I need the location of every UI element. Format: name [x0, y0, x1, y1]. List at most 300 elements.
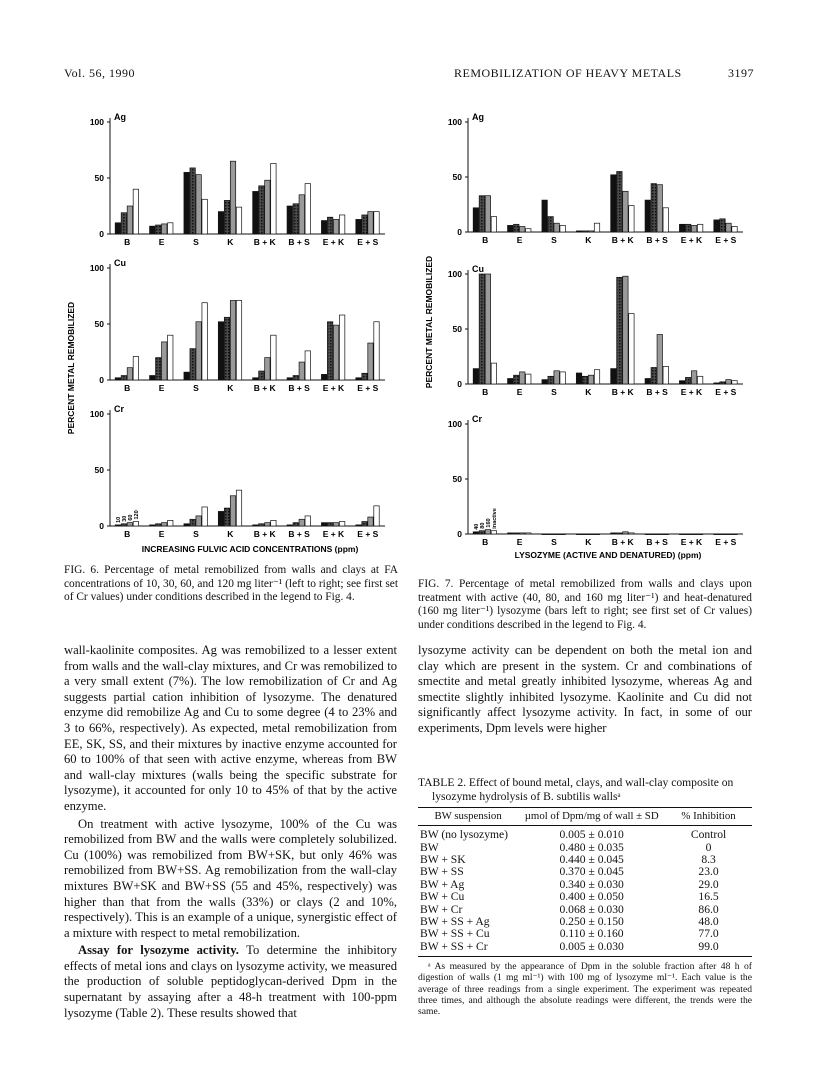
figure-7-chart — [418, 100, 758, 562]
bar-cr-ES-30 — [362, 522, 367, 526]
bar-cr-K-40 — [576, 534, 581, 535]
category-label: K — [227, 383, 234, 393]
bar-cr-BK-120 — [271, 520, 276, 526]
series-annotation: 120 — [134, 510, 141, 520]
table-header-inhibition: % Inhibition — [681, 810, 736, 823]
bar-ag-S-10 — [184, 172, 189, 234]
bar-ag-S-120 — [202, 199, 207, 234]
series-annotation: 160 — [486, 518, 493, 528]
bar-cu-EK-10 — [321, 374, 326, 380]
bar-cr-S-40 — [542, 534, 547, 535]
bar-cr-K-160 — [588, 534, 593, 535]
y-tick-label: 0 — [457, 227, 462, 237]
y-tick-label: 50 — [452, 324, 462, 334]
paragraph-assay — [64, 943, 397, 1021]
panel-ag — [448, 112, 743, 245]
table-row — [418, 891, 752, 903]
bar-cu-S-40 — [542, 380, 547, 384]
bar-ag-EK-60 — [333, 219, 338, 234]
bar-ag-K-80 — [582, 231, 587, 232]
row-inhibition: 77.0 — [698, 927, 719, 941]
series-annotation: inactive — [492, 508, 499, 529]
bar-cu-K-160 — [588, 375, 593, 384]
category-label: B — [482, 387, 489, 397]
bar-cu-B-160 — [485, 274, 490, 384]
bar-cu-K-120 — [236, 300, 241, 380]
figure-6-chart — [60, 100, 400, 560]
table-row — [418, 826, 752, 842]
row-suspension: BW + Cr — [420, 902, 463, 916]
bar-cr-B-120 — [133, 522, 138, 526]
y-tick-label: 100 — [89, 409, 104, 419]
category-label: B + K — [253, 529, 276, 539]
bar-ag-E-160 — [520, 227, 525, 233]
bar-ag-EK-120 — [339, 215, 344, 234]
bar-ag-EK-80 — [685, 224, 690, 232]
panel-metal-label: Ag — [114, 112, 126, 122]
bar-cu-EK-80 — [685, 377, 690, 384]
bar-ag-BS-40 — [645, 200, 650, 232]
category-label: S — [551, 387, 557, 397]
bar-cr-BK-80 — [617, 533, 622, 534]
bar-cu-EK-160 — [691, 371, 696, 384]
category-label: E — [158, 383, 165, 393]
bar-ag-ES-60 — [368, 212, 373, 234]
bar-cu-ES-160 — [726, 380, 731, 384]
panel-metal-label: Cr — [114, 404, 125, 414]
bar-ag-K-160 — [588, 231, 593, 232]
bar-ag-ES-inactive — [732, 227, 737, 233]
category-label: B + S — [288, 529, 310, 539]
bar-cu-K-10 — [218, 322, 223, 380]
bar-ag-ES-160 — [726, 223, 731, 232]
bar-cu-ES-30 — [362, 373, 367, 380]
bar-ag-E-40 — [508, 225, 513, 232]
category-label: B + K — [611, 537, 634, 547]
x-axis-label: INCREASING FULVIC ACID CONCENTRATIONS (ppm) — [141, 544, 359, 554]
bar-cr-S-160 — [554, 534, 559, 535]
bar-ag-B-40 — [473, 208, 478, 232]
bar-cu-EK-40 — [679, 381, 684, 384]
assay-heading: Assay for lysozyme activity. — [78, 943, 239, 958]
bar-cr-BS-60 — [299, 519, 304, 526]
bar-ag-BS-inactive — [663, 208, 668, 232]
category-label: E + K — [680, 235, 703, 245]
row-inhibition: 86.0 — [698, 902, 719, 916]
panel-cu — [90, 258, 385, 393]
category-label: B + S — [288, 237, 310, 247]
row-inhibition: 8.3 — [701, 853, 716, 866]
bar-cu-S-10 — [184, 372, 189, 380]
bar-cu-B-60 — [127, 368, 132, 380]
category-label: K — [585, 387, 592, 397]
bar-cr-EK-30 — [327, 523, 332, 526]
row-suspension: BW + SS + Ag — [420, 915, 490, 929]
y-tick-label: 0 — [457, 529, 462, 539]
row-dpm: 0.250 ± 0.150 — [559, 915, 624, 929]
category-label: S — [551, 235, 557, 245]
category-label: B — [124, 237, 131, 247]
bar-ag-BK-160 — [623, 191, 628, 232]
bar-cr-S-10 — [184, 524, 189, 526]
bar-cu-ES-40 — [714, 383, 719, 384]
category-label: S — [551, 537, 557, 547]
assay-text: To determine the inhibitory effects of metal ions and clays on lysozyme activity, we measured the production of soluble peptidoglycan-derived Dpm in the supernatant by assaying after a 48-h treatment with 100-ppm lysozyme (Table 2). These results showed that — [64, 943, 397, 1020]
panel-metal-label: Cu — [114, 258, 126, 268]
row-dpm: 0.110 ± 0.160 — [559, 927, 624, 941]
bar-cr-EK-40 — [679, 534, 684, 535]
category-label: B — [482, 235, 489, 245]
panel-cu — [448, 264, 743, 397]
bar-ag-K-40 — [576, 231, 581, 232]
row-inhibition: 23.0 — [698, 865, 719, 879]
category-label: E + S — [357, 529, 379, 539]
running-header-volume: Vol. 56, 1990 — [64, 66, 135, 80]
row-suspension: BW + SS + Cu — [420, 927, 490, 941]
bar-cu-E-120 — [168, 335, 173, 380]
bar-cu-S-inactive — [560, 372, 565, 384]
category-label: B — [124, 529, 131, 539]
bar-ag-BS-10 — [287, 206, 292, 234]
bar-cr-E-40 — [508, 533, 513, 534]
row-suspension: BW + SK — [420, 853, 466, 866]
bar-ag-S-160 — [554, 223, 559, 232]
bar-cu-B-40 — [473, 369, 478, 384]
figure-7-caption: FIG. 7. Percentage of metal remobilized from walls and clays upon treatment with active (40, 80, and 160 mg liter⁻¹) and heat-denatured (160 mg liter⁻¹) lysozyme (bars left to right; see first set of Cr values) under conditions described in the legend to Fig. 4. — [418, 578, 752, 631]
row-dpm: 0.068 ± 0.030 — [559, 902, 624, 916]
panel-cr — [448, 414, 743, 547]
paragraph-lysozyme-activity: lysozyme activity can be dependent on both the metal ion and clay which are present in the system. Cr and combinations of smectite and metal greatly inhibited lysozyme, whereas Ag and smectite slightly inhibited lysozyme. Kaolinite and Cu did not significantly affect lysozyme activity. In fact, in some of our experiments, Dpm levels were higher — [418, 643, 752, 735]
bar-cr-ES-120 — [374, 506, 379, 526]
bar-cr-BS-30 — [293, 523, 298, 526]
row-suspension: BW — [420, 840, 439, 854]
category-label: B + S — [288, 383, 310, 393]
bar-ag-ES-30 — [362, 215, 367, 234]
bar-cr-BK-160 — [623, 532, 628, 534]
figure-6-caption: FIG. 6. Percentage of metal remobilized from walls and clays at FA concentrations of 10, 30, 60, and 120 mg liter⁻¹ (left to right; see first set of Cr values) under conditions described in the legend to Fig. 4. — [64, 564, 398, 604]
bar-cu-BS-inactive — [663, 366, 668, 384]
bar-cu-E-60 — [162, 342, 167, 380]
row-dpm: 0.480 ± 0.035 — [559, 840, 624, 854]
category-label: B + K — [253, 237, 276, 247]
bar-cu-S-60 — [196, 322, 201, 380]
bar-cu-K-30 — [224, 317, 229, 380]
bar-cr-EK-10 — [321, 523, 326, 526]
panel-metal-label: Cu — [472, 264, 484, 274]
row-dpm: 0.440 ± 0.045 — [559, 853, 624, 866]
bar-cr-K-120 — [236, 490, 241, 526]
bar-cr-S-inactive — [560, 534, 565, 535]
bar-ag-EK-30 — [327, 217, 332, 234]
bar-ag-BS-160 — [657, 185, 662, 232]
bar-cu-B-30 — [121, 376, 126, 380]
row-suspension: BW (no lysozyme) — [420, 828, 509, 842]
y-axis-label: PERCENT METAL REMOBILIZED — [66, 301, 76, 435]
row-suspension: BW + SS — [420, 865, 464, 879]
bar-cu-B-inactive — [491, 363, 496, 384]
bar-cu-S-80 — [548, 376, 553, 384]
bar-cu-BK-inactive — [629, 314, 634, 384]
bar-ag-ES-40 — [714, 220, 719, 232]
bar-cr-BK-10 — [253, 525, 258, 526]
bar-cu-K-60 — [230, 300, 235, 380]
bar-cr-E-30 — [156, 524, 161, 526]
bar-cu-S-30 — [190, 349, 195, 380]
bar-cu-B-10 — [115, 378, 120, 380]
bar-cu-ES-120 — [374, 322, 379, 380]
bar-ag-E-80 — [514, 224, 519, 232]
bar-cr-ES-10 — [356, 525, 361, 526]
category-label: E — [516, 235, 523, 245]
panel-cr — [90, 404, 385, 539]
bar-cu-BK-30 — [259, 371, 264, 380]
bar-ag-B-160 — [485, 196, 490, 232]
category-label: E + S — [715, 387, 737, 397]
bar-cu-B-120 — [133, 356, 138, 380]
table-row — [418, 928, 752, 940]
bar-ag-BS-30 — [293, 204, 298, 234]
panel-metal-label: Ag — [472, 112, 484, 122]
bar-cu-BS-10 — [287, 378, 292, 380]
bar-cu-EK-inactive — [697, 376, 702, 384]
bar-ag-S-40 — [542, 200, 547, 232]
bar-cu-E-80 — [514, 375, 519, 384]
bar-ag-K-120 — [236, 207, 241, 234]
bar-cu-BS-30 — [293, 376, 298, 380]
bar-cr-BS-80 — [651, 534, 656, 535]
row-inhibition: 48.0 — [698, 915, 719, 929]
category-label: E + K — [322, 529, 345, 539]
series-annotation: 80 — [480, 522, 487, 529]
bar-ag-BK-120 — [271, 163, 276, 234]
panel-ag — [90, 112, 385, 247]
y-axis-label: PERCENT METAL REMOBILIZED — [424, 255, 434, 389]
y-tick-label: 50 — [452, 474, 462, 484]
row-dpm: 0.400 ± 0.050 — [559, 890, 624, 904]
bar-cr-ES-160 — [726, 534, 731, 535]
bar-cr-EK-inactive — [697, 534, 702, 535]
bar-cu-EK-120 — [339, 315, 344, 380]
category-label: E — [158, 529, 165, 539]
bar-cr-B-60 — [127, 523, 132, 526]
y-tick-label: 0 — [99, 521, 104, 531]
x-axis-label: LYSOZYME (ACTIVE AND DENATURED) (ppm) — [514, 550, 702, 560]
bar-cu-EK-60 — [333, 325, 338, 380]
bar-cr-EK-160 — [691, 534, 696, 535]
bar-cu-BS-160 — [657, 335, 662, 385]
bar-cr-B-160 — [485, 530, 490, 534]
category-label: E — [158, 237, 165, 247]
row-dpm: 0.340 ± 0.030 — [559, 877, 624, 891]
bar-ag-ES-120 — [374, 212, 379, 234]
bar-cu-BS-80 — [651, 368, 656, 385]
category-label: E — [516, 387, 523, 397]
category-label: K — [227, 529, 234, 539]
right-column-text — [418, 643, 752, 737]
bar-cu-K-80 — [582, 376, 587, 384]
y-tick-label: 50 — [94, 173, 104, 183]
bar-ag-BK-inactive — [629, 206, 634, 232]
panel-metal-label: Cr — [472, 414, 483, 424]
bar-cu-BK-80 — [617, 277, 622, 384]
row-suspension: BW + Ag — [420, 877, 465, 891]
category-label: S — [193, 383, 199, 393]
bar-cr-ES-40 — [714, 534, 719, 535]
bar-cr-E-80 — [514, 533, 519, 534]
bar-cu-E-40 — [508, 379, 513, 385]
bar-ag-B-30 — [121, 213, 126, 234]
table-2-caption: TABLE 2. Effect of bound metal, clays, and wall-clay composite on lysozyme hydrolysis of B. subtilis wallsᵃ — [418, 776, 734, 803]
bar-ag-ES-80 — [720, 219, 725, 232]
category-label: E + K — [322, 383, 345, 393]
table-2-grid — [418, 807, 752, 953]
row-inhibition: 99.0 — [698, 939, 719, 953]
bar-ag-BS-80 — [651, 184, 656, 232]
bar-ag-B-inactive — [491, 217, 496, 232]
bar-cr-BS-160 — [657, 534, 662, 535]
bar-ag-BS-120 — [305, 184, 310, 234]
bar-ag-K-inactive — [594, 223, 599, 232]
bar-cr-E-inactive — [526, 533, 531, 534]
category-label: B — [482, 537, 489, 547]
category-label: E + S — [715, 235, 737, 245]
bar-cr-EK-60 — [333, 523, 338, 526]
category-label: K — [585, 537, 592, 547]
paragraph-lysozyme-treatment: On treatment with active lysozyme, 100% of the Cu was remobilized from BW and the walls were completely solubilized. Cu (100%) was remobilized from BW+SK, but only 46% was remobilized from BW+SS. Ag remobilization from the wall-clay mixtures BW+SK and BW+SS (55 and 45%, respectively) was higher than that from the walls (33%) or clays (2 and 10%, respectively). This is an example of a unique, synergistic effect of a mixture with respect to metal remobilization. — [64, 816, 397, 940]
table-2-bottom-rule — [418, 956, 752, 957]
row-inhibition: 29.0 — [698, 877, 719, 891]
row-dpm: 0.005 ± 0.010 — [559, 828, 624, 842]
bar-ag-EK-10 — [321, 221, 326, 234]
category-label: E + K — [680, 537, 703, 547]
row-inhibition: 16.5 — [698, 890, 719, 904]
category-label: B + S — [646, 537, 668, 547]
bar-ag-K-30 — [224, 200, 229, 234]
bar-ag-S-80 — [548, 217, 553, 232]
bar-cu-E-10 — [150, 376, 155, 380]
bar-cr-E-120 — [168, 520, 173, 526]
row-dpm: 0.005 ± 0.030 — [559, 939, 624, 953]
category-label: E + K — [322, 237, 345, 247]
bar-cu-BS-120 — [305, 351, 310, 380]
bar-cr-BS-40 — [645, 534, 650, 535]
category-label: B — [124, 383, 131, 393]
bar-cr-S-60 — [196, 516, 201, 526]
table-row — [418, 941, 752, 953]
series-annotation: 40 — [474, 523, 481, 530]
bar-cr-BK-inactive — [629, 533, 634, 534]
y-tick-label: 100 — [447, 419, 462, 429]
category-label: K — [585, 235, 592, 245]
bar-ag-E-10 — [150, 226, 155, 234]
bar-cu-K-40 — [576, 373, 581, 384]
category-label: E + S — [715, 537, 737, 547]
bar-ag-B-80 — [479, 196, 484, 232]
bar-cr-S-80 — [548, 534, 553, 535]
bar-ag-ES-10 — [356, 219, 361, 234]
bar-ag-S-60 — [196, 175, 201, 234]
bar-cr-B-10 — [115, 525, 120, 526]
category-label: E — [516, 537, 523, 547]
bar-cu-ES-10 — [356, 378, 361, 380]
table-header-dpm: µmol of Dpm/mg of wall ± SD — [524, 810, 659, 823]
bar-cu-BS-60 — [299, 362, 304, 380]
category-label: B + S — [646, 235, 668, 245]
bar-cu-BK-10 — [253, 378, 258, 380]
bar-cr-K-30 — [224, 508, 229, 526]
y-tick-label: 50 — [94, 465, 104, 475]
bar-cu-B-80 — [479, 274, 484, 384]
bar-ag-S-30 — [190, 168, 195, 234]
category-label: B + S — [646, 387, 668, 397]
series-annotation: 30 — [122, 515, 129, 522]
row-inhibition: Control — [690, 828, 727, 842]
bar-ag-BS-60 — [299, 195, 304, 234]
bar-cr-K-10 — [218, 511, 223, 526]
bar-cr-E-60 — [162, 523, 167, 526]
bar-cu-ES-inactive — [732, 381, 737, 384]
bar-cr-B-80 — [479, 531, 484, 534]
bar-cu-S-120 — [202, 303, 207, 380]
bar-ag-BK-40 — [611, 175, 616, 232]
category-label: E + S — [357, 383, 379, 393]
bar-cr-B-30 — [121, 524, 126, 526]
y-tick-label: 100 — [447, 117, 462, 127]
bar-cu-E-inactive — [526, 374, 531, 384]
y-tick-label: 50 — [452, 172, 462, 182]
page-number: 3197 — [728, 66, 754, 80]
bar-ag-K-10 — [218, 212, 223, 234]
y-tick-label: 100 — [447, 269, 462, 279]
y-tick-label: 100 — [89, 117, 104, 127]
bar-ag-B-120 — [133, 189, 138, 234]
category-label: B + K — [253, 383, 276, 393]
bar-cr-EK-120 — [339, 522, 344, 526]
category-label: B + K — [611, 235, 634, 245]
bar-cr-BS-120 — [305, 516, 310, 526]
running-header-title: REMOBILIZATION OF HEAVY METALS — [454, 66, 682, 80]
bar-cu-BS-40 — [645, 379, 650, 385]
paragraph-continued: wall-kaolinite composites. Ag was remobilized to a lesser extent from walls and the wall-clay mixtures, and Cr was remobilized to a very small extent (7%). The low remobilization of Cr and Ag suggests partial cation inhibition of lysozyme. The denatured enzyme did remobilize Ag and Cu to some degree (4 to 23% and 3 to 66%, respectively). As expected, metal remobilization from EE, SK, SS, and their mixtures by inactive enzyme accounted for 60 to 100% of that seen with active enzyme, whereas from BW and wall-clay mixtures (walls being the specific substrate for lysozyme), it accounted for only 10 to 45% of that by the active enzyme. — [64, 643, 397, 813]
bar-ag-BK-80 — [617, 172, 622, 233]
bar-ag-K-60 — [230, 161, 235, 234]
bar-cr-ES-inactive — [732, 534, 737, 535]
y-tick-label: 50 — [94, 319, 104, 329]
category-label: E + S — [357, 237, 379, 247]
category-label: K — [227, 237, 234, 247]
bar-cr-BK-30 — [259, 524, 264, 526]
row-inhibition: 0 — [705, 840, 712, 854]
bar-ag-EK-160 — [691, 225, 696, 232]
category-label: B + K — [611, 387, 634, 397]
bar-ag-EK-40 — [679, 224, 684, 232]
bar-cr-S-30 — [190, 519, 195, 526]
bar-cr-EK-80 — [685, 534, 690, 535]
bar-ag-S-inactive — [560, 225, 565, 232]
table-2-body — [418, 826, 752, 954]
table-2 — [418, 776, 752, 1017]
bar-cu-BK-160 — [623, 276, 628, 384]
bar-ag-BK-60 — [265, 180, 270, 234]
bar-cr-BS-10 — [287, 525, 292, 526]
bar-cr-BK-40 — [611, 533, 616, 534]
y-tick-label: 100 — [89, 263, 104, 273]
bar-ag-E-60 — [162, 224, 167, 234]
bar-ag-B-60 — [127, 206, 132, 234]
bar-cu-ES-80 — [720, 382, 725, 384]
bar-cr-ES-60 — [368, 517, 373, 526]
bar-cr-E-160 — [520, 533, 525, 534]
